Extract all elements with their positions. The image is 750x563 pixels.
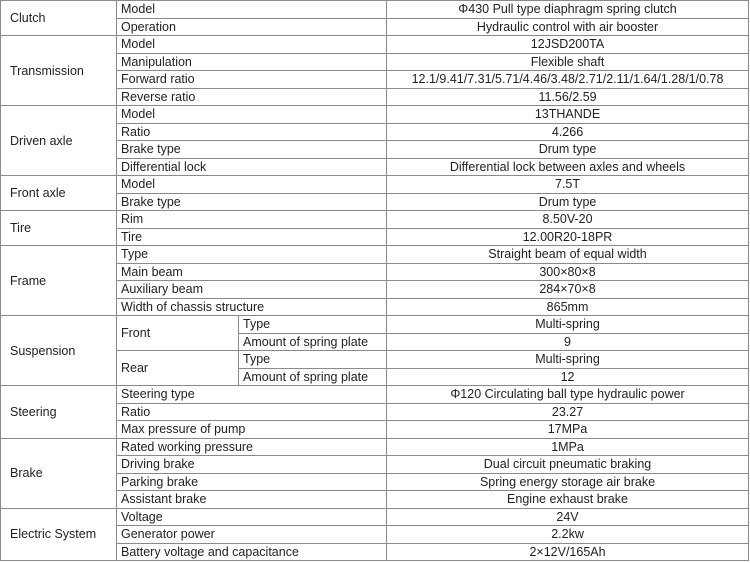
group-label-front-axle: Front axle <box>1 176 117 211</box>
table-row <box>1 1 749 19</box>
row-label: Type <box>239 316 387 334</box>
row-value: Differential lock between axles and wheels <box>387 158 749 176</box>
table-row <box>1 176 749 194</box>
row-value: 4.266 <box>387 123 749 141</box>
row-value: Engine exhaust brake <box>387 491 749 509</box>
row-value: 11.56/2.59 <box>387 88 749 106</box>
table-row <box>1 438 749 456</box>
row-value: Φ120 Circulating ball type hydraulic power <box>387 386 749 404</box>
row-value: 284×70×8 <box>387 281 749 299</box>
table-row <box>1 316 749 334</box>
row-value: 12.1/9.41/7.31/5.71/4.46/3.48/2.71/2.11/1.64/1.28/1/0.78 <box>387 71 749 89</box>
group-label-suspension: Suspension <box>1 316 117 386</box>
table-row <box>1 106 749 124</box>
row-label: Type <box>239 351 387 369</box>
row-value: 12 <box>387 368 749 386</box>
table-row <box>1 246 749 264</box>
row-value: Drum type <box>387 193 749 211</box>
row-value: 13THANDE <box>387 106 749 124</box>
row-value: 300×80×8 <box>387 263 749 281</box>
suspension-rear-label: Rear <box>117 351 239 386</box>
group-label-tire: Tire <box>1 211 117 246</box>
row-label: Ratio <box>117 403 387 421</box>
row-label: Parking brake <box>117 473 387 491</box>
row-value: 12.00R20-18PR <box>387 228 749 246</box>
row-label: Width of chassis structure <box>117 298 387 316</box>
row-label: Ratio <box>117 123 387 141</box>
row-label: Forward ratio <box>117 71 387 89</box>
row-value: 865mm <box>387 298 749 316</box>
row-value: 12JSD200TA <box>387 36 749 54</box>
row-value: 17MPa <box>387 421 749 439</box>
row-label: Rim <box>117 211 387 229</box>
row-value: Flexible shaft <box>387 53 749 71</box>
row-value: 23.27 <box>387 403 749 421</box>
group-label-frame: Frame <box>1 246 117 316</box>
table-row <box>1 211 749 229</box>
row-label: Rated working pressure <box>117 438 387 456</box>
row-value: 1MPa <box>387 438 749 456</box>
group-label-clutch: Clutch <box>1 1 117 36</box>
row-value: Straight beam of equal width <box>387 246 749 264</box>
row-value: 7.5T <box>387 176 749 194</box>
row-label: Main beam <box>117 263 387 281</box>
row-value: Hydraulic control with air booster <box>387 18 749 36</box>
group-label-brake: Brake <box>1 438 117 508</box>
row-value: Drum type <box>387 141 749 159</box>
row-label: Voltage <box>117 508 387 526</box>
row-label: Amount of spring plate <box>239 368 387 386</box>
row-label: Auxiliary beam <box>117 281 387 299</box>
row-label: Driving brake <box>117 456 387 474</box>
row-value: Multi-spring <box>387 316 749 334</box>
row-label: Tire <box>117 228 387 246</box>
table-row <box>1 508 749 526</box>
row-label: Operation <box>117 18 387 36</box>
row-label: Reverse ratio <box>117 88 387 106</box>
row-value: 8.50V-20 <box>387 211 749 229</box>
row-label: Type <box>117 246 387 264</box>
row-value: Dual circuit pneumatic braking <box>387 456 749 474</box>
row-value: 2.2kw <box>387 526 749 544</box>
row-label: Differential lock <box>117 158 387 176</box>
group-label-steering: Steering <box>1 386 117 439</box>
row-label: Model <box>117 106 387 124</box>
row-label: Max pressure of pump <box>117 421 387 439</box>
row-value: 2×12V/165Ah <box>387 543 749 561</box>
row-label: Assistant brake <box>117 491 387 509</box>
table-row <box>1 386 749 404</box>
row-value: 24V <box>387 508 749 526</box>
row-value: Multi-spring <box>387 351 749 369</box>
row-value: Spring energy storage air brake <box>387 473 749 491</box>
group-label-transmission: Transmission <box>1 36 117 106</box>
suspension-front-label: Front <box>117 316 239 351</box>
row-label: Model <box>117 36 387 54</box>
row-label: Battery voltage and capacitance <box>117 543 387 561</box>
row-label: Generator power <box>117 526 387 544</box>
row-label: Steering type <box>117 386 387 404</box>
row-value: 9 <box>387 333 749 351</box>
row-label: Amount of spring plate <box>239 333 387 351</box>
row-value: Φ430 Pull type diaphragm spring clutch <box>387 1 749 19</box>
group-label-driven-axle: Driven axle <box>1 106 117 176</box>
group-label-electric-system: Electric System <box>1 508 117 561</box>
row-label: Brake type <box>117 193 387 211</box>
row-label: Model <box>117 176 387 194</box>
row-label: Manipulation <box>117 53 387 71</box>
table-row <box>1 36 749 54</box>
row-label: Brake type <box>117 141 387 159</box>
row-label: Model <box>117 1 387 19</box>
